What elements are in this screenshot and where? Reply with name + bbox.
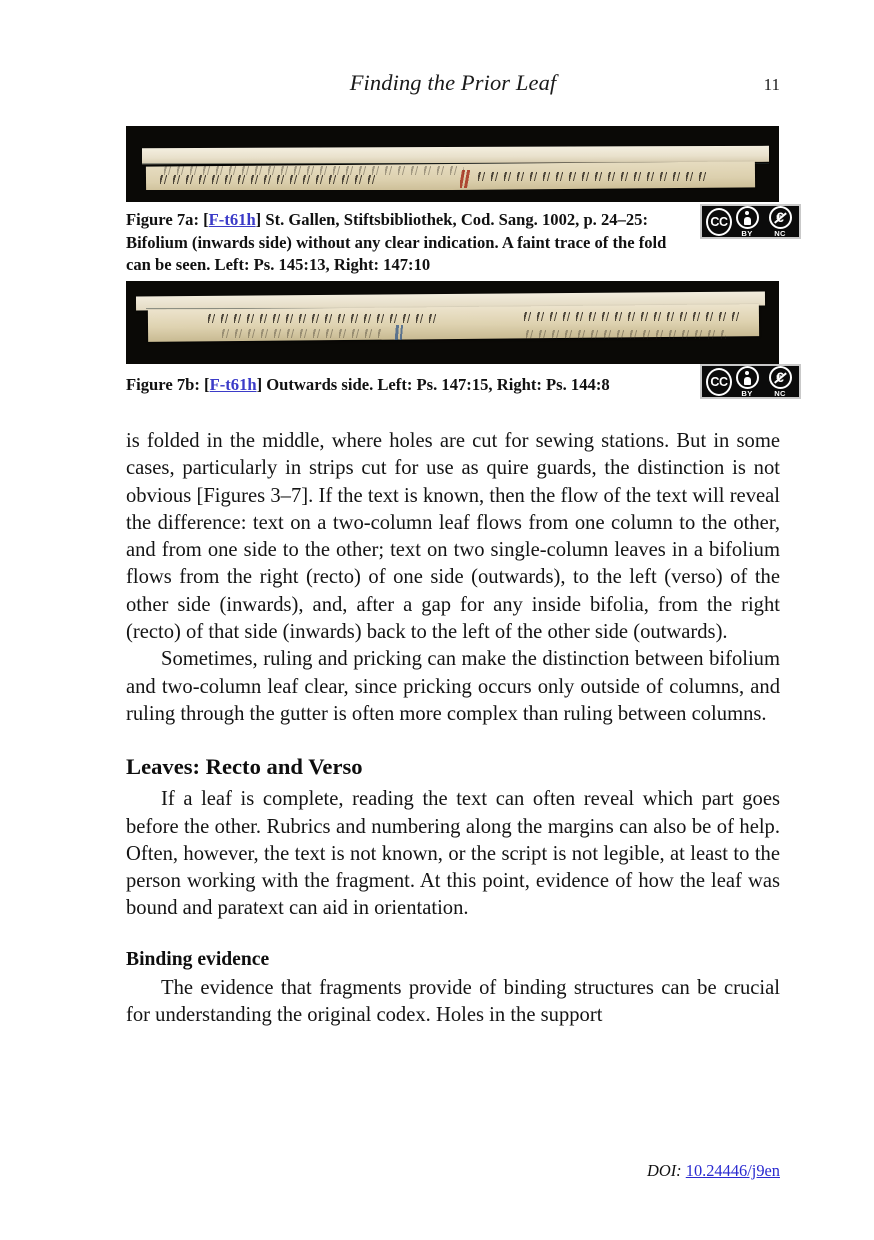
photo-edge-bottom — [126, 346, 779, 364]
cc-clause-nc — [765, 206, 795, 238]
cc-clause-by — [732, 206, 762, 238]
paragraph-binding-evidence: The evidence that fragments provide of binding structures can be crucial for understanding the original codex. Holes in the support — [126, 976, 780, 1027]
section-heading-leaves: Leaves: Recto and Verso — [126, 754, 363, 780]
figure-7b-caption-text: ] Outwards side. Left: Ps. 147:15, Right: Ps. 144:8 — [256, 375, 610, 394]
cc-clause-nc — [765, 366, 795, 398]
cc-license-badge-7a[interactable] — [700, 204, 801, 239]
cc-clause-group — [732, 206, 795, 238]
blue-initial — [394, 325, 404, 340]
figure-7a-shelfmark-link[interactable]: F-t61h — [208, 210, 256, 229]
running-head-title: Finding the Prior Leaf — [349, 70, 557, 95]
body-text — [126, 428, 780, 1029]
page-number: 11 — [763, 75, 780, 94]
noncommercial-crossed-currency-icon — [769, 206, 792, 229]
paragraph-continuation: is folded in the middle, where holes are cut for sewing stations. But in some cases, particularly in strips cut for use as quire guards, the distinction is not obvious [Figures 3–7]. If the text is known, then the flow of the text will reveal the difference: text on a two-column leaf flows from one column to the other, and from one side to the other; text on two single-column leaves in a bifolium flows from the right (recto) of one side (outwards), to the left (verso) of the other side (inwards), and, after a gap for any inside bifolia, from the right (recto) of that side (inwards) back to the left of the other side (outwards). — [126, 430, 780, 644]
running-head — [126, 70, 780, 100]
figure-7a-caption-prefix: Figure 7a: [ — [126, 210, 209, 229]
figure-7b-image — [126, 281, 779, 364]
paragraph-complete-leaf: If a leaf is complete, reading the text can often reveal which part goes before the other. Rubrics and numbering along the margins can also be of help. Often, however, the text is not known, or the script is not legible, at least to the person working with the fragment. At this point, evidence of how the leaf was bound and paratext can aid in orientation. — [126, 788, 780, 920]
photo-edge-bottom — [126, 190, 779, 202]
manuscript-script-right — [524, 312, 739, 324]
cc-logo-icon: CC — [706, 368, 732, 396]
manuscript-script-left — [160, 175, 380, 186]
cc-clause-nc-label: NC — [774, 388, 786, 398]
subsection-heading-binding-evidence: Binding evidence — [126, 948, 270, 970]
noncommercial-crossed-currency-icon — [769, 366, 792, 389]
figure-7b-caption-prefix: Figure 7b: [ — [126, 375, 210, 394]
doi-link[interactable]: 10.24446/j9en — [685, 1161, 780, 1180]
figure-7a-image — [126, 126, 779, 202]
cc-clause-by-label: BY — [741, 388, 753, 398]
doi-footer — [126, 1161, 780, 1181]
doi-label: DOI: — [647, 1161, 682, 1180]
manuscript-script-faint — [222, 329, 382, 338]
cc-logo-icon: CC — [706, 208, 732, 236]
figure-7a-caption — [126, 209, 686, 277]
cc-clause-by — [732, 366, 762, 398]
manuscript-script-faint — [164, 166, 464, 175]
paragraph-ruling-pricking: Sometimes, ruling and pricking can make the distinction between bifolium and two-column leaf clear, since pricking occurs only outside of columns, and ruling through the gutter is often more complex than ruling between columns. — [126, 648, 780, 725]
attribution-person-icon — [736, 206, 759, 229]
cc-clause-nc-label: NC — [774, 228, 786, 238]
figure-7b-shelfmark-link[interactable]: F-t61h — [209, 375, 257, 394]
cc-clause-group — [732, 366, 795, 398]
attribution-person-icon — [736, 366, 759, 389]
manuscript-script-right-faint — [526, 330, 726, 339]
figure-7a-caption-text: ] St. Gallen, Stiftsbibliothek, Cod. Sang. 1002, p. 24–25: Bifolium (inwards side) without any clear indication. A faint trace of the fold can be seen. Left: Ps. 145:13, Right: 147:10 — [126, 210, 667, 274]
cc-clause-by-label: BY — [741, 228, 753, 238]
red-initial — [460, 170, 472, 188]
figure-7b-caption — [126, 374, 686, 397]
cc-license-badge-7b[interactable] — [700, 364, 801, 399]
manuscript-script-right — [478, 172, 708, 183]
